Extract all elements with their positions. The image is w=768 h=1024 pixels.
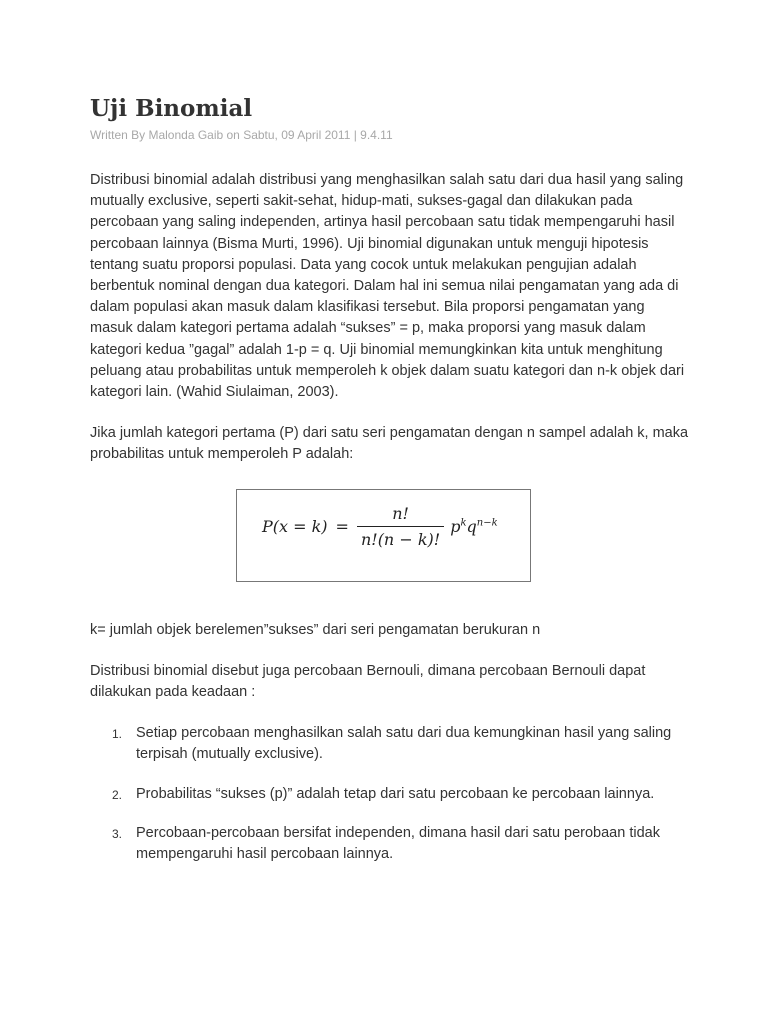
list-item (90, 723, 690, 765)
list-number: 3. (112, 826, 123, 841)
list-text: Probabilitas “sukses (p)” adalah tetap dari satu percobaan ke percobaan lainnya. (136, 785, 655, 802)
formula-numerator: n! (392, 503, 409, 523)
formula-equals: = (335, 516, 349, 536)
formula-p-power (450, 517, 466, 536)
formula-lhs: P(x = k) (262, 516, 328, 536)
formula-fraction (357, 504, 444, 549)
binomial-formula (262, 504, 498, 549)
paragraph-intro: Distribusi binomial adalah distribusi yang menghasilkan salah satu dari dua hasil yang saling mutually exclusive, seperti sakit-sehat, hidup-mati, sukses-gagal dan dilakukan pada percobaan yang saling independen, artinya hasil percobaan satu tidak mempengaruhi hasil percobaan lainnya (Bisma Murti, 1996). Uji binomial digunakan untuk menguji hipotesis tentang suatu proporsi populasi. Data yang cocok untuk melakukan pengujian adalah berbentuk nominal dengan dua kategori. Dalam hal ini semua nilai pengamatan yang ada di dalam populasi akan masuk dalam klasifikasi tersebut. Bila proporsi pengamatan yang masuk dalam kategori pertama adalah “sukses” = p, maka proporsi yang masuk dalam kategori kedua ”gagal” adalah 1-p = q. Uji binomial memungkinkan kita untuk menghitung peluang atau probabilitas untuk memperoleh k objek dalam suatu kategori dan n-k objek dari kategori lain. (Wahid Siulaiman, 2003). (90, 172, 685, 401)
list-text: Setiap percobaan menghasilkan salah satu dari dua kemungkinan hasil yang saling terpisah (mutually exclusive). (136, 725, 672, 763)
article-title: Uji Binomial (90, 95, 253, 122)
article-byline: Written By Malonda Gaib on Sabtu, 09 April 2011 | 9.4.11 (90, 128, 393, 142)
paragraph-formula-intro: Jika jumlah kategori pertama (P) dari satu seri pengamatan dengan n sampel adalah k, maka probabilitas untuk memperoleh P adalah: (90, 425, 689, 463)
list-number: 2. (112, 787, 123, 802)
formula-p-base: p (450, 516, 461, 536)
list-number: 1. (112, 727, 123, 742)
formula-q-power (467, 517, 498, 536)
list-text: Percobaan-percobaan bersifat independen, dimana hasil dari satu perobaan tidak mempengaruhi hasil percobaan lainnya. (136, 824, 660, 863)
bernoulli-conditions-list (90, 723, 690, 865)
formula-box (236, 489, 531, 582)
formula-p-exponent: k (460, 517, 467, 529)
formula-q-base: q (466, 516, 477, 536)
formula-q-exponent: n−k (476, 517, 498, 529)
list-item (90, 784, 690, 805)
paragraph-k-definition: k= jumlah objek berelemen”sukses” dari seri pengamatan berukuran n (90, 621, 541, 638)
paragraph-bernoulli: Distribusi binomial disebut juga percobaan Bernouli, dimana percobaan Bernouli dapat dilakukan pada keadaan : (90, 662, 646, 701)
formula-denominator: n!(n − k)! (360, 529, 441, 549)
article (90, 92, 690, 883)
list-item (90, 823, 690, 865)
